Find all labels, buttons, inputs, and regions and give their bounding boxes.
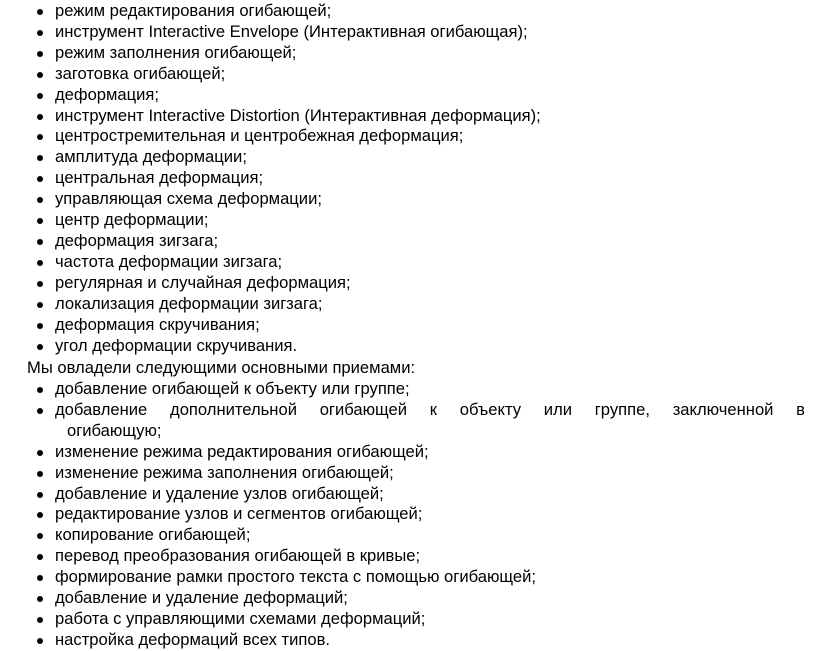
skills-intro-text: Мы овладели следующими основными приемами:: [27, 358, 416, 377]
bullet-icon: [37, 197, 43, 203]
bullet-icon: [37, 512, 43, 518]
bullet-icon: [37, 450, 43, 456]
bullet-icon: [37, 492, 43, 498]
list-item: [0, 273, 808, 294]
list-item: [0, 400, 808, 442]
list-item: [0, 231, 808, 252]
list-item: [0, 189, 808, 210]
list-item: [0, 294, 808, 315]
list-item-text: деформация зигзага;: [55, 230, 219, 250]
bullet-icon: [37, 51, 43, 57]
list-item: [0, 168, 808, 189]
skills-list: [0, 379, 808, 651]
list-item: [0, 210, 808, 231]
list-item: [0, 85, 808, 106]
list-item-text: работа с управляющими схемами деформаций;: [55, 608, 426, 628]
list-item: [0, 588, 808, 609]
bullet-icon: [37, 638, 43, 644]
bullet-icon: [37, 281, 43, 287]
list-item: [0, 546, 808, 567]
list-item-text: центральная деформация;: [55, 168, 264, 188]
list-item: [0, 525, 808, 546]
list-item-text: управляющая схема деформации;: [55, 189, 322, 209]
bullet-icon: [37, 218, 43, 224]
bullet-icon: [37, 408, 43, 414]
bullet-icon: [37, 533, 43, 539]
list-item: [0, 106, 808, 127]
list-item-text: редактирование узлов и сегментов огибающей;: [55, 504, 423, 524]
bullet-icon: [37, 93, 43, 99]
bullet-icon: [37, 155, 43, 161]
list-item: [0, 315, 808, 336]
bullet-icon: [37, 323, 43, 329]
list-item-text: добавление огибающей к объекту или группе;: [55, 379, 410, 398]
bullet-icon: [37, 114, 43, 120]
list-item-text: формирование рамки простого текста с помощью огибающей;: [55, 567, 536, 587]
list-item-text: добавление дополнительной огибающей к объекту или группе, заключенной в: [55, 399, 805, 419]
bullet-icon: [37, 134, 43, 140]
bullet-icon: [37, 239, 43, 245]
list-item-text: заготовка огибающей;: [55, 63, 226, 83]
bullet-icon: [37, 554, 43, 560]
list-item-text: изменение режима заполнения огибающей;: [55, 462, 394, 482]
list-item-text: локализация деформации зигзага;: [55, 293, 323, 313]
list-item: [0, 379, 808, 400]
bullet-icon: [37, 596, 43, 602]
list-item-text: инструмент Interactive Distortion (Интерактивная деформация);: [55, 105, 541, 125]
list-item: [0, 43, 808, 64]
list-item-text: частота деформации зигзага;: [55, 251, 283, 271]
list-item-text: угол деформации скручивания.: [55, 335, 298, 355]
list-item: [0, 147, 808, 168]
bullet-icon: [37, 176, 43, 182]
list-item: [0, 336, 808, 357]
list-item-text: изменение режима редактирования огибающей;: [55, 441, 429, 461]
list-item-text: регулярная и случайная деформация;: [55, 272, 351, 292]
list-item: [0, 630, 808, 651]
bullet-icon: [37, 471, 43, 477]
list-item-text: деформация скручивания;: [55, 314, 260, 334]
bullet-icon: [37, 260, 43, 266]
bullet-icon: [37, 72, 43, 78]
bullet-icon: [37, 387, 43, 393]
list-item-text: центр деформации;: [55, 210, 209, 230]
bullet-icon: [37, 575, 43, 581]
list-item: [0, 1, 808, 22]
list-item-text: добавление и удаление узлов огибающей;: [55, 483, 384, 503]
list-item: [0, 463, 808, 484]
list-item-text: амплитуда деформации;: [55, 147, 247, 167]
bullet-icon: [37, 617, 43, 623]
list-item: [0, 442, 808, 463]
list-item: [0, 609, 808, 630]
bullet-icon: [37, 30, 43, 36]
bullet-icon: [37, 9, 43, 15]
list-item: [0, 64, 808, 85]
list-item: [0, 252, 808, 273]
list-item-text: перевод преобразования огибающей в кривые;: [55, 546, 421, 566]
list-item-text: деформация;: [55, 84, 160, 104]
list-item: [0, 22, 808, 43]
list-item-text: режим редактирования огибающей;: [55, 1, 332, 20]
list-item-text: настройка деформаций всех типов.: [55, 629, 330, 649]
list-item-text: инструмент Interactive Envelope (Интерактивная огибающая);: [55, 21, 528, 41]
list-item-text: центростремительная и центробежная деформация;: [55, 126, 464, 146]
list-item-text: добавление и удаление деформаций;: [55, 588, 348, 608]
list-item-text-continuation: огибающую;: [67, 420, 162, 440]
list-item: [0, 567, 808, 588]
list-item-text: копирование огибающей;: [55, 525, 251, 545]
concepts-list: [0, 1, 808, 356]
bullet-icon: [37, 302, 43, 308]
list-item: [0, 504, 808, 525]
bullet-icon: [37, 344, 43, 350]
list-item: [0, 484, 808, 505]
list-item: [0, 126, 808, 147]
list-item-text: режим заполнения огибающей;: [55, 42, 297, 62]
